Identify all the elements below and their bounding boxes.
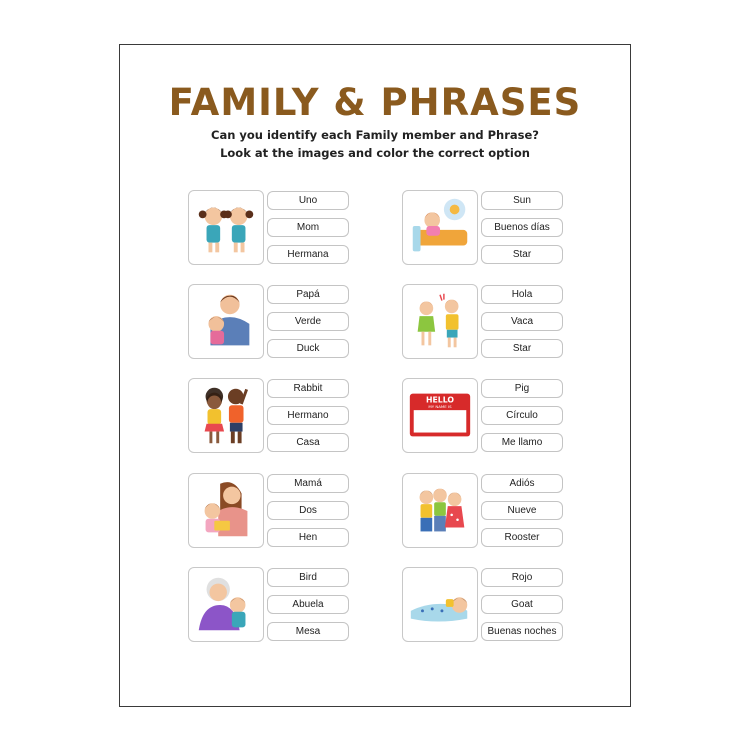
question-card-good-morning xyxy=(402,190,578,265)
worksheet xyxy=(119,44,631,707)
option-button[interactable]: Mamá xyxy=(267,474,349,493)
question-card-name-tag xyxy=(402,378,578,453)
waking-up-illustration xyxy=(402,190,478,265)
question-card-sisters xyxy=(188,190,364,265)
option-button[interactable]: Uno xyxy=(267,191,349,210)
question-card-grandmother xyxy=(188,567,364,642)
option-button[interactable]: Hermano xyxy=(267,406,349,425)
option-button[interactable]: Casa xyxy=(267,433,349,452)
option-button[interactable]: Goat xyxy=(481,595,563,614)
sleeping-child-illustration xyxy=(402,567,478,642)
question-card-brother xyxy=(188,378,364,453)
name-tag-illustration xyxy=(402,378,478,453)
option-button[interactable]: Hen xyxy=(267,528,349,547)
question-card-hello xyxy=(402,284,578,359)
question-card-father xyxy=(188,284,364,359)
option-button[interactable]: Buenas noches xyxy=(481,622,563,641)
option-button[interactable]: Nueve xyxy=(481,501,563,520)
mother-illustration xyxy=(188,473,264,548)
grandmother-illustration xyxy=(188,567,264,642)
instruction-line-1: Can you identify each Family member and Phrase? xyxy=(211,128,539,142)
question-card-good-night xyxy=(402,567,578,642)
option-button[interactable]: Pig xyxy=(481,379,563,398)
option-button[interactable]: Círculo xyxy=(481,406,563,425)
name-tag-subtitle-text: MY NAME IS xyxy=(428,404,452,410)
option-button[interactable]: Abuela xyxy=(267,595,349,614)
sisters-illustration xyxy=(188,190,264,265)
option-button[interactable]: Mesa xyxy=(267,622,349,641)
waving-children-illustration xyxy=(402,473,478,548)
question-card-goodbye xyxy=(402,473,578,548)
option-button[interactable]: Hola xyxy=(481,285,563,304)
brother-sister-illustration xyxy=(188,378,264,453)
option-button[interactable]: Rabbit xyxy=(267,379,349,398)
father-illustration xyxy=(188,284,264,359)
option-button[interactable]: Rooster xyxy=(481,528,563,547)
name-tag-hello-text: HELLO xyxy=(425,395,455,405)
option-button[interactable]: Rojo xyxy=(481,568,563,587)
option-button[interactable]: Star xyxy=(481,245,563,264)
instruction-line-2: Look at the images and color the correct option xyxy=(220,146,530,160)
greeting-illustration xyxy=(402,284,478,359)
option-button[interactable]: Vaca xyxy=(481,312,563,331)
worksheet-title: FAMILY & PHRASES xyxy=(168,81,582,124)
option-button[interactable]: Duck xyxy=(267,339,349,358)
option-button[interactable]: Adiós xyxy=(481,474,563,493)
option-button[interactable]: Star xyxy=(481,339,563,358)
option-button[interactable]: Dos xyxy=(267,501,349,520)
option-button[interactable]: Bird xyxy=(267,568,349,587)
option-button[interactable]: Verde xyxy=(267,312,349,331)
option-button[interactable]: Sun xyxy=(481,191,563,210)
option-button[interactable]: Buenos días xyxy=(481,218,563,237)
option-button[interactable]: Me llamo xyxy=(481,433,563,452)
option-button[interactable]: Papá xyxy=(267,285,349,304)
question-card-mother xyxy=(188,473,364,548)
option-button[interactable]: Mom xyxy=(267,218,349,237)
option-button[interactable]: Hermana xyxy=(267,245,349,264)
